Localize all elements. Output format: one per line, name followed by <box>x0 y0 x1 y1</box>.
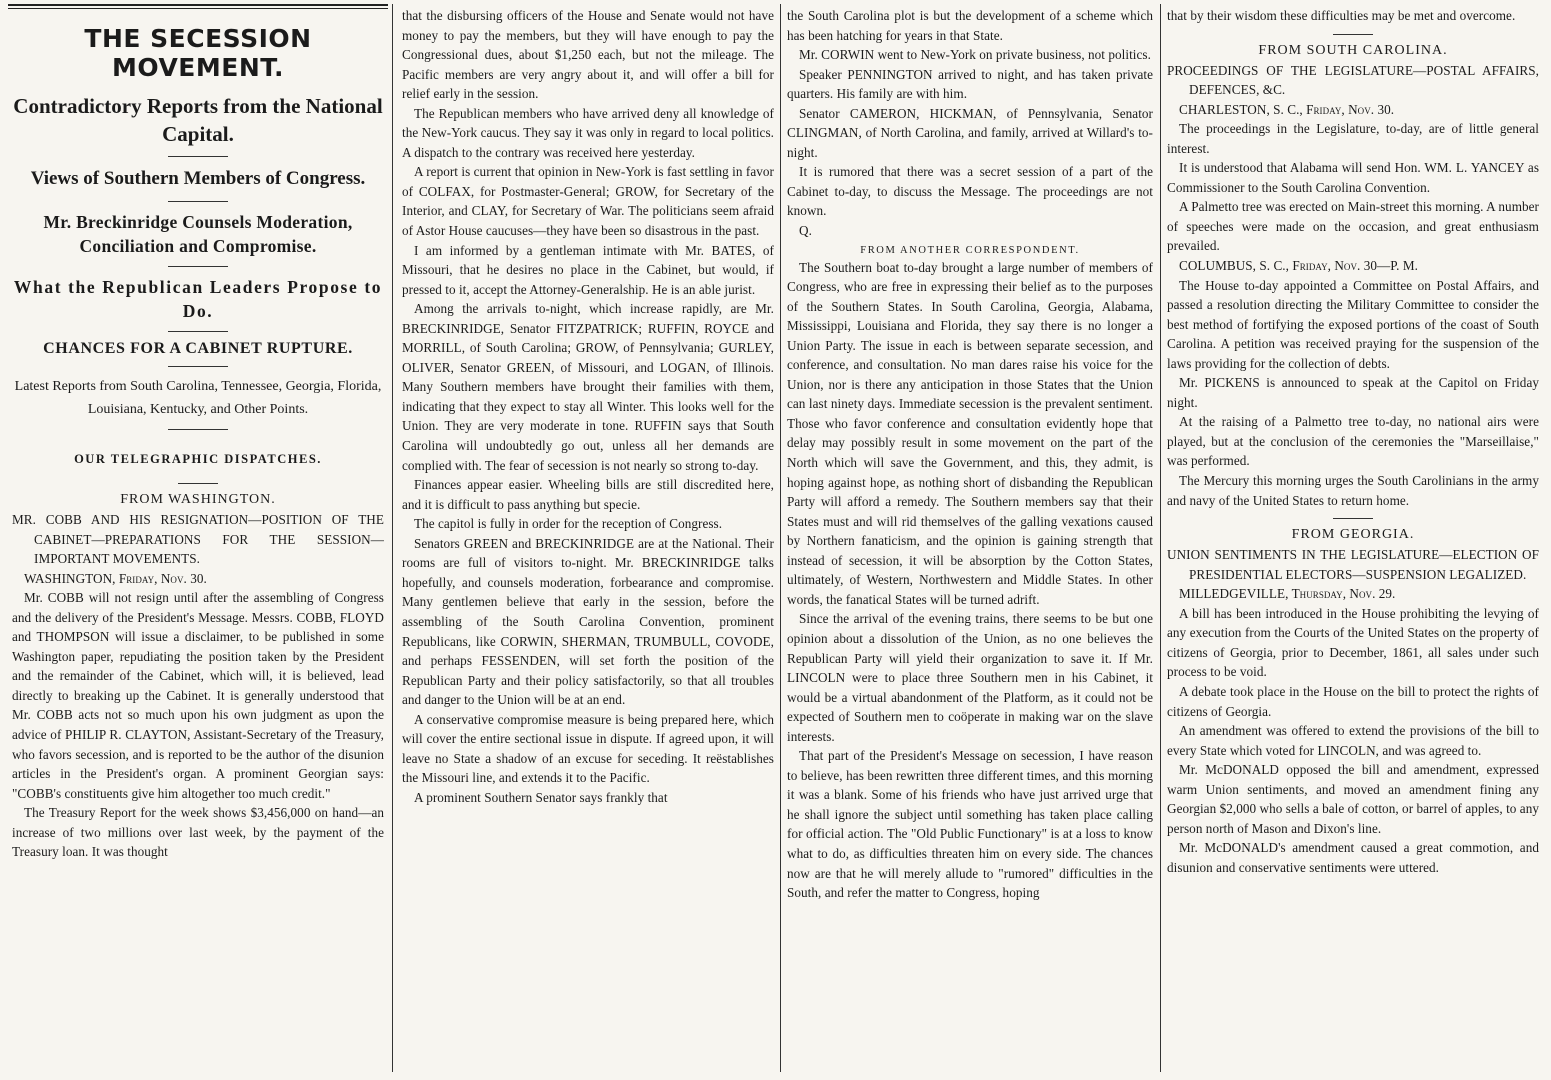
article-paragraph: The Republican members who have arrived deny all knowledge of the New-York caucus. They say it was only in regard to local politics. A dispatch to the contrary was received here yesterday. <box>402 105 774 160</box>
section-title-another-correspondent: FROM ANOTHER CORRESPONDENT. <box>860 244 1080 256</box>
article-paragraph: The Treasury Report for the week shows $3,456,000 on hand—an increase of two millions over last week, by the payment of the Treasury loan. It was thought <box>12 805 384 860</box>
section-title-georgia: FROM GEORGIA. <box>1291 527 1415 543</box>
column-1 <box>12 6 384 1072</box>
article-paragraph: It is understood that Alabama will send Hon. WM. L. YANCEY as Commissioner to the South Carolina Convention. <box>1167 160 1539 195</box>
article-paragraph: Finances appear easier. Wheeling bills are still discredited here, and it is difficult to pass anything but specie. <box>402 477 774 512</box>
article-paragraph: Among the arrivals to-night, which increase rapidly, are Mr. BRECKINRIDGE, Senator FITZPATRICK; RUFFIN, ROYCE and MORRILL, of South Carolina; GROW, of Pennsylvania; GURLEY, OLIVER, Senator GREEN, of Missouri, and LOGAN, of Illinois. Many Southern members have brought their families with them, indicating that they expect to stay all Winter. This looks well for the Union. They are very moderate in tone. RUFFIN says that South Carolina will undoubtedly go out, unless all her demands are complied with. The fear of secession is not nearly so strong to-day. <box>402 301 774 473</box>
article-paragraph: It is rumored that there was a secret session of a part of the Cabinet to-day, to discuss the Message. The proceedings are not known. <box>787 164 1153 219</box>
column-2 <box>402 6 774 1072</box>
divider <box>168 331 228 332</box>
article-paragraph: A debate took place in the House on the bill to protect the rights of citizens of Georgia. <box>1167 683 1539 719</box>
article-paragraph: Mr. McDONALD opposed the bill and amendment, expressed warm Union sentiments, and moved an amendment fining any Georgian $2,000 who sells a bale of cotton, or barrel of apples, to any person north of Mason and Dixon's line. <box>1167 762 1539 836</box>
article-paragraph: the South Carolina plot is but the development of a scheme which has been hatching for years in that State. <box>787 8 1153 43</box>
column-rule <box>780 4 781 1072</box>
article-paragraph: The proceedings in the Legislature, to-day, are of little general interest. <box>1167 121 1539 156</box>
article-paragraph: that the disbursing officers of the House and Senate would not have money to pay the members, but they will have enough to pay the Congressional dues, about $1,250 each, but not the mileage. The Pacific members are very angry about it, and will offer a bill for relief early in the session. <box>402 8 774 102</box>
article-paragraph: The House to-day appointed a Committee on Postal Affairs, and passed a resolution directing the Military Committee to consider the best method of fortifying the exposed portions of the coast of South Carolina. A petition was received praying for the suspension of the laws providing for the collection of debts. <box>1167 277 1539 371</box>
dateline-washington: WASHINGTON, Friday, Nov. 30. <box>24 570 207 586</box>
divider <box>1333 34 1373 35</box>
article-paragraph: An amendment was offered to extend the provisions of the bill to every State which voted for LINCOLN, and was agreed to. <box>1167 723 1539 758</box>
article-paragraph: At the raising of a Palmetto tree to-day, no national airs were played, but at the conclusion of the ceremonies the "Marseillaise," was performed. <box>1167 414 1539 469</box>
section-subhead-georgia: UNION SENTIMENTS IN THE LEGISLATURE—ELECTION OF PRESIDENTIAL ELECTORS—SUSPENSION LEGALIZED. <box>1167 547 1539 582</box>
divider <box>168 429 228 430</box>
divider <box>1333 518 1373 519</box>
article-paragraph: The capitol is fully in order for the reception of Congress. <box>414 516 723 532</box>
main-headline: THE SECESSION MOVEMENT. <box>84 24 312 82</box>
article-paragraph: I am informed by a gentleman intimate with Mr. BATES, of Missouri, that he desires no place in the Cabinet, but would, if pressed to it, accept the Attorney-Generalship. He is an able jurist. <box>402 242 774 297</box>
headline-deck-6: Latest Reports from South Carolina, Tennessee, Georgia, Florida, Louisiana, Kentucky, and Other Points. <box>14 379 382 417</box>
article-paragraph: Mr. CORWIN went to New-York on private business, not politics. <box>799 47 1151 63</box>
divider <box>168 201 228 202</box>
correspondent-signature: Q. <box>799 223 812 239</box>
column-rule <box>1160 4 1161 1072</box>
column-rule <box>392 4 393 1072</box>
headline-deck-7: OUR TELEGRAPHIC DISPATCHES. <box>74 452 322 466</box>
divider <box>178 483 218 484</box>
dateline-milledgeville: MILLEDGEVILLE, Thursday, Nov. 29. <box>1179 586 1396 602</box>
section-title-south-carolina: FROM SOUTH CAROLINA. <box>1258 42 1448 58</box>
headline-deck-2: Views of Southern Members of Congress. <box>30 168 366 189</box>
article-paragraph: that by their wisdom these difficulties may be met and overcome. <box>1167 8 1516 23</box>
headline-deck-3: Mr. Breckinridge Counsels Moderation, Conciliation and Compromise. <box>43 212 353 256</box>
article-paragraph: That part of the President's Message on secession, I have reason to believe, has been rewritten three different times, and this morning it was a blank. Some of his friends who have just arrived urge that he shall ignore the subject until something has taken place calling for official action. The "Old Public Functionary" is at a loss to know what to do, as difficulties threaten him on every side. The chances now are that he will merely allude to "rumored" difficulties in the South, and refer the matter to Congress, hoping <box>787 748 1153 901</box>
dateline-charleston: CHARLESTON, S. C., Friday, Nov. 30. <box>1179 101 1395 117</box>
article-paragraph: Senators GREEN and BRECKINRIDGE are at the National. Their rooms are full of visitors to-night. Mr. BRECKINRIDGE talks hopefully, and counsels moderation, forbearance and compromise. Many gentlemen believe that early in the session, before the assembling of the South Carolina Convention, prominent Republicans, like CORWIN, SHERMAN, TRUMBULL, COVODE, and perhaps FESSENDEN, will set forth the position of the Republican Party and their policy satisfactorily, so that all troubles and danger to the Union will be at an end. <box>402 535 774 708</box>
article-paragraph: A Palmetto tree was erected on Main-street this morning. A number of speeches were made on the occasion, and great enthusiasm prevailed. <box>1167 199 1539 254</box>
headline-deck-1: Contradictory Reports from the National Capital. <box>13 94 383 146</box>
dateline-columbus: COLUMBUS, S. C., Friday, Nov. 30—P. M. <box>1179 258 1418 274</box>
article-paragraph: A report is current that opinion in New-York is fast settling in favor of COLFAX, for Postmaster-General; GROW, for Secretary of the Interior, and CLAY, for Secretary of War. The politicians seem afraid of Astor House caucuses—they have been so disastrous in the past. <box>402 164 774 239</box>
article-paragraph: A prominent Southern Senator says frankly that <box>414 789 668 805</box>
article-paragraph: A conservative compromise measure is being prepared here, which will cover the entire sectional issue in dispute. If agreed upon, it will leave no State a shadow of an excuse for seceding. It reëstablishes the Missouri line, and extends it to the Pacific. <box>402 711 774 786</box>
article-paragraph: The Southern boat to-day brought a large number of members of Congress, who are free in expressing their belief as to the purposes of the Southern States. In South Carolina, Georgia, Alabama, Mississippi, Louisiana and Florida, they say there is no longer a Union Party. The issue in each is between separate secession, and conference, and consultation. No man dares raise his voice for the Union, nor is there any anticipation in those States that the Union can last ninety days. Immediate secession is the prevalent sentiment. Those who favor conference and consultation evidently hope that delay may possibly result in some movement on the part of the North which will save the Government, and this, they admit, is hoping against hope, as nothing short of disbanding the Republican Party will afford a remedy. The Southern members say that their States must and will rid themselves of the galling vexations caused by Northern fanaticism, and the opinion is gaining strength that instead of secession, it will be absorption by the Cotton States, ultimately, of Western, Northwestern and Middle States. In other words, the fanatical States will be turned adrift. <box>787 259 1153 607</box>
article-paragraph: Mr. PICKENS is announced to speak at the Capitol on Friday night. <box>1167 375 1539 410</box>
section-title-washington: FROM WASHINGTON. <box>120 492 276 507</box>
article-paragraph: A bill has been introduced in the House prohibiting the levying of any execution from the Courts of the United States on the property of citizens of Georgia, prior to December, 1861, all sales under such process to be void. <box>1167 605 1539 680</box>
article-paragraph: Mr. McDONALD's amendment caused a great commotion, and disunion and conservative sentiments were uttered. <box>1167 840 1539 875</box>
divider <box>168 366 228 367</box>
article-paragraph: Speaker PENNINGTON arrived to night, and has taken private quarters. His family are with him. <box>787 66 1153 102</box>
article-paragraph: Mr. COBB will not resign until after the assembling of Congress and the delivery of the President's Message. Messrs. COBB, FLOYD and THOMPSON will issue a disclaimer, to be published in some Washington paper, repudiating the position taken by the President and the remainder of the Cabinet, which will, it is believed, lead directly to breaking up the Cabinet. It is generally understood that Mr. COBB acts not so much upon his own judgment as upon the advice of PHILIP R. CLAYTON, Assistant-Secretary of the Treasury, who favors secession, and is reported to be the author of the disunion articles in the President's organ. A prominent Georgian says: "COBB's constituents give him altogether too much credit." <box>12 590 384 801</box>
section-subhead-washington: MR. COBB AND HIS RESIGNATION—POSITION OF THE CABINET—PREPARATIONS FOR THE SESSION—IMPORTANT MOVEMENTS. <box>12 512 384 567</box>
headline-deck-5: CHANCES FOR A CABINET RUPTURE. <box>43 340 353 357</box>
article-paragraph: Senator CAMERON, HICKMAN, of Pennsylvania, Senator CLINGMAN, of North Carolina, and family, arrived at Willard's to-night. <box>787 105 1153 160</box>
column-3 <box>787 6 1153 1072</box>
divider <box>168 266 228 267</box>
article-paragraph: The Mercury this morning urges the South Carolinians in the army and navy of the United States to return home. <box>1167 473 1539 508</box>
divider <box>168 156 228 157</box>
section-subhead-south-carolina: PROCEEDINGS OF THE LEGISLATURE—POSTAL AFFAIRS, DEFENCES, &C. <box>1167 62 1539 98</box>
column-4 <box>1167 6 1539 1072</box>
headline-deck-4: What the Republican Leaders Propose to Do. <box>13 277 383 321</box>
article-paragraph: Since the arrival of the evening trains, there seems to be but one opinion about a dissolution of the Union, as no one believes the Republican Party will yield their organization to save it. If Mr. LINCOLN were to place three Southern men in his Cabinet, it would be a virtual abandonment of the Platform, as it could not be expected of Southern men to coöperate in making war on the slave interests. <box>787 611 1153 744</box>
